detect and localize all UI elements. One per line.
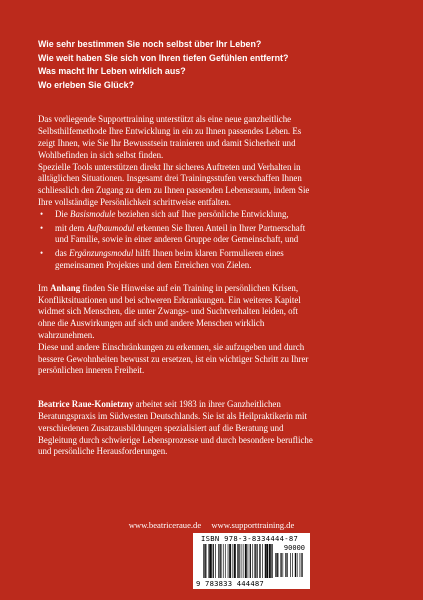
- barcode-bar: [203, 544, 204, 578]
- barcode-bar: [267, 544, 268, 578]
- price-code: 90000: [283, 544, 305, 552]
- barcode-bar: [290, 553, 291, 577]
- barcode-bar: [213, 544, 214, 578]
- barcode-bar: [287, 553, 288, 577]
- barcode-bar: [259, 544, 260, 578]
- barcode-bar: [275, 553, 276, 577]
- module-item-basis: • Die Basismodule beziehen sich auf Ihre persönliche Entwicklung,: [38, 209, 392, 221]
- barcode-bar: [252, 544, 253, 578]
- barcode-bar: [268, 544, 269, 578]
- text-line: persönlichen inneren Freiheit.: [38, 365, 145, 376]
- barcode-bar: [241, 544, 242, 578]
- module-list: [38, 209, 392, 272]
- text-line: widmet sich Menschen, die unter Zwangs- und Suchtverhalten leiden, oft: [38, 306, 299, 317]
- text-line: Konfliktsituationen und bei schweren Erkrankungen. Ein weiteres Kapitel: [38, 294, 301, 305]
- barcode-bar: [248, 544, 249, 578]
- module-item-aufbau: • mit dem Aufbaumodul erkennen Sie Ihren Anteil in Ihrer Partnerschaft und Familie, sowie in einer anderen Gruppe oder Gemeinschaft, und: [38, 223, 392, 247]
- barcode-bar: [234, 544, 235, 578]
- barcode-bar: [265, 544, 266, 578]
- barcode-bar: [250, 544, 251, 578]
- website-link[interactable]: www.supporttraining.de: [211, 520, 295, 530]
- barcode-bar: [237, 544, 238, 578]
- barcode-bar: [260, 544, 261, 578]
- barcode-bar: [276, 553, 277, 577]
- barcode-bar: [211, 544, 212, 578]
- barcode-bar: [239, 544, 240, 578]
- barcode-bar: [266, 544, 267, 578]
- barcode-bar: [280, 553, 281, 577]
- barcode-bar: [255, 544, 256, 578]
- barcode-bar: [209, 544, 210, 578]
- author-name: Beatrice Raue-Konietzny: [38, 399, 134, 410]
- barcode-bar: [250, 544, 251, 578]
- appendix-heading: Anhang: [50, 282, 81, 293]
- text-line: Diese und andere Einschränkungen zu erkennen, sie aufzugeben und durch: [38, 341, 305, 352]
- barcode-bar: [292, 553, 293, 577]
- barcode-bar: [230, 544, 231, 578]
- text-line: schliesslich den Zugang zu dem zu Ihnen passenden Lebensraum, indem Sie: [38, 185, 310, 196]
- barcode-bar: [238, 544, 239, 578]
- barcode-bar: [215, 544, 216, 578]
- text-line: alltäglichen Situationen. Insgesamt drei Trainingsstufen verschaffen Ihnen: [38, 173, 302, 184]
- question: Was macht Ihr Leben wirklich aus?: [38, 66, 186, 77]
- barcode-bar: [206, 544, 207, 578]
- barcode-bar: [213, 544, 214, 578]
- barcode-digits: 9 783833 444487: [196, 579, 264, 588]
- barcode-bar: [205, 544, 206, 578]
- barcode-bar: [265, 544, 266, 578]
- barcode-bar: [286, 553, 287, 577]
- barcode-bar: [219, 544, 220, 578]
- barcode-bar: [302, 553, 303, 577]
- appendix-paragraph: Im Anhang finden Sie Hinweise auf ein Training in persönlichen Krisen, Konfliktsituationen und bei schweren Erkrankungen. Ein weiteres Kapitel widmet sich Menschen, die unter Zwangs- und Suchtverhalten leiden, oft ohne die Auswirkungen auf sich und andere Menschen wirklich wahrzunehmen. Diese und andere Einschränkungen zu erkennen, sie aufzugeben und durch bessere Gewohnheiten bewusst zu ersetzen, ist ein wichtiger Schritt zu Ihrer persönlichen inneren Freiheit.: [38, 283, 392, 377]
- barcode-bar: [297, 553, 298, 577]
- barcode-bar: [225, 544, 226, 578]
- barcode-bar: [246, 544, 247, 578]
- barcode-bar: [295, 553, 296, 577]
- question: Wo erleben Sie Glück?: [38, 79, 135, 90]
- barcode-bar: [281, 553, 282, 577]
- barcode-bar: [285, 553, 286, 577]
- barcode-bar: [210, 544, 211, 578]
- barcode-bars: [203, 544, 273, 578]
- text-line: verschiedenen Zusatzausbildungen spezialisiert auf die Beratung und: [38, 422, 284, 433]
- barcode-bar: [295, 553, 296, 577]
- text-line: gemeinsamen Projektes und dem Erreichen von Zielen.: [55, 259, 252, 270]
- barcode-bar: [256, 544, 257, 578]
- barcode-bar: [271, 544, 272, 578]
- barcode-bar: [211, 544, 212, 578]
- text-line: wahrzunehmen.: [38, 329, 95, 340]
- text-line: Wohlbefinden in sich selbst finden.: [38, 149, 164, 160]
- question: Wie weit haben Sie sich von Ihren tiefen Gefühlen entfernt?: [38, 52, 289, 63]
- website-links: [0, 520, 423, 530]
- back-cover-text: [38, 38, 392, 458]
- barcode-bar: [300, 553, 301, 577]
- text-line: bessere Gewohnheiten bewusst zu ersetzen, ist ein wichtiger Schritt zu Ihrer: [38, 353, 309, 364]
- isbn-barcode: [193, 533, 310, 589]
- barcode-bar: [233, 544, 234, 578]
- barcode-bar: [254, 544, 255, 578]
- addon-barcode-bars: [275, 553, 303, 577]
- text-line: Beratungspraxis im Südwesten Deutschlands. Sie ist als Heilpraktikerin mit: [38, 410, 307, 421]
- question-block: [38, 38, 392, 92]
- barcode-bar: [235, 544, 236, 578]
- module-name: Basismodule: [70, 208, 116, 219]
- barcode-bar: [245, 544, 246, 578]
- barcode-bar: [243, 544, 244, 578]
- barcode-bar: [283, 553, 284, 577]
- barcode-bar: [204, 544, 205, 578]
- barcode-bar: [223, 544, 224, 578]
- text-line: Selbsthilfemethode Ihre Entwicklung in ein zu Ihnen passendes Leben. Es: [38, 126, 302, 137]
- text-line: Ihre vollständige Persönlichkeit schrittweise entfalten.: [38, 196, 231, 207]
- barcode-bar: [208, 544, 209, 578]
- barcode-bar: [218, 544, 219, 578]
- text-line: und Familie, sowie in einer anderen Gruppe oder Gemeinschaft, und: [55, 234, 299, 245]
- website-link[interactable]: www.beatriceraue.de: [128, 520, 202, 530]
- barcode-bar: [262, 544, 263, 578]
- text-line: zeigt Ihnen, wie Sie Ihr Bewusstsein trainieren und damit Sicherheit und: [38, 137, 296, 148]
- barcode-bar: [221, 544, 222, 578]
- barcode-bar: [257, 544, 258, 578]
- module-name: Ergänzungsmodul: [69, 248, 134, 259]
- barcode-bar: [230, 544, 231, 578]
- text-line: und persönliche Herausforderungen.: [38, 446, 168, 457]
- intro-paragraph: [38, 114, 392, 208]
- barcode-bar: [270, 544, 271, 578]
- text-line: Spezielle Tools unterstützen direkt Ihr sicheres Auftreten und Verhalten in: [38, 161, 301, 172]
- barcode-bar: [270, 544, 271, 578]
- barcode-bar: [278, 553, 279, 577]
- text-line: Das vorliegende Supporttraining unterstützt als eine neue ganzheitliche: [38, 114, 292, 125]
- barcode-bar: [228, 544, 229, 578]
- barcode-bar: [272, 544, 273, 578]
- barcode-bar: [235, 544, 236, 578]
- barcode-bar: [277, 553, 278, 577]
- isbn-number: ISBN 978-3-8334444-87: [201, 534, 299, 543]
- barcode-bar: [269, 544, 270, 578]
- text-line: ohne die Auswirkungen auf sich und andere Menschen wirklich: [38, 318, 265, 329]
- barcode-bar: [246, 544, 247, 578]
- question: Wie sehr bestimmen Sie noch selbst über Ihr Leben?: [38, 39, 262, 49]
- barcode-bar: [301, 553, 302, 577]
- module-item-ergaenzung: • das Ergänzungsmodul hilft Ihnen beim klaren Formulieren eines gemeinsamen Projektes und dem Erreichen von Zielen.: [38, 248, 392, 272]
- barcode-bar: [229, 544, 230, 578]
- barcode-bar: [220, 544, 221, 578]
- author-bio: Beatrice Raue-Konietzny arbeitet seit 1983 in ihrer Ganzheitlichen Beratungspraxis im Südwesten Deutschlands. Sie ist als Heilpraktikerin mit verschiedenen Zusatzausbildungen spezialisiert auf die Beratung und Begleitung durch schwierige Lebensprozesse und durch besondere berufliche und persönliche Herausforderungen.: [38, 399, 392, 458]
- text-line: Begleitung durch schwierige Lebensprozesse und durch besondere berufliche: [38, 434, 313, 445]
- module-name: Aufbaumodul: [86, 222, 135, 233]
